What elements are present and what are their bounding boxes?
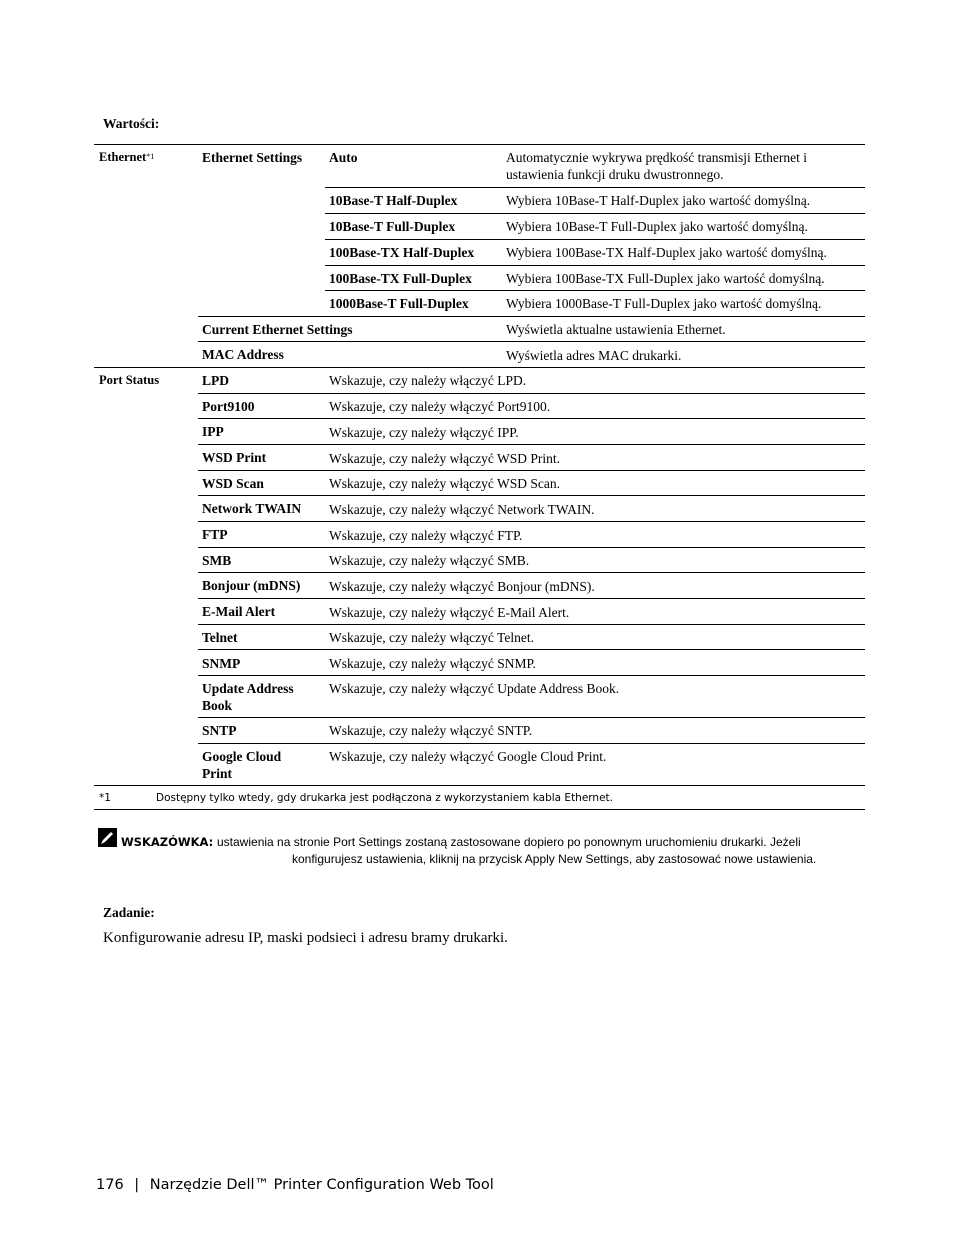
port-name: E-Mail Alert — [202, 604, 276, 619]
port-desc: Wskazuje, czy należy włączyć SNTP. — [329, 723, 533, 738]
note-label: WSKAZÓWKA: — [121, 835, 214, 849]
mac-address-label: MAC Address — [202, 347, 284, 362]
row-rule — [198, 547, 865, 548]
footnote-rule — [94, 785, 865, 786]
port-name: Google Cloud Print — [202, 749, 282, 781]
option-name: 100Base-TX Full-Duplex — [329, 271, 472, 286]
task-heading: Zadanie: — [103, 905, 155, 920]
row-rule — [198, 598, 865, 599]
table-bottom-rule — [94, 809, 865, 810]
port-desc: Wskazuje, czy należy włączyć Network TWAIN. — [329, 502, 595, 517]
row-rule — [325, 290, 865, 291]
option-name: 10Base-T Half-Duplex — [329, 193, 458, 208]
port-desc: Wskazuje, czy należy włączyć WSD Print. — [329, 451, 561, 466]
values-heading: Wartości: — [103, 116, 160, 131]
port-name: WSD Print — [202, 450, 267, 465]
note-text-line: ustawienia na stronie Port Settings zostaną zastosowane dopiero po ponownym uruchomieniu drukarki. Jeżeli — [217, 835, 801, 849]
port-desc: Wskazuje, czy należy włączyć SNMP. — [329, 656, 536, 671]
row-rule — [198, 341, 865, 342]
row-rule — [198, 743, 865, 744]
note-text-line: konfigurujesz ustawienia, kliknij na przycisk Apply New Settings, aby zastosować nowe ustawienia. — [292, 852, 817, 866]
port-desc: Wskazuje, czy należy włączyć WSD Scan. — [329, 476, 561, 491]
row-rule — [198, 495, 865, 496]
page-number: 176 — [96, 1177, 124, 1193]
option-desc: Automatycznie wykrywa prędkość transmisji Ethernet i ustawienia funkcji druku dwustronnego. — [506, 150, 808, 182]
footer-separator: | — [134, 1177, 140, 1193]
row-rule — [198, 418, 865, 419]
port-name: Port9100 — [202, 399, 255, 414]
page-footer — [96, 1177, 494, 1193]
option-desc: Wybiera 1000Base-T Full-Duplex jako wartość domyślną. — [506, 296, 822, 311]
port-name: SNTP — [202, 723, 237, 738]
port-desc: Wskazuje, czy należy włączyć Update Address Book. — [329, 681, 620, 696]
current-ethernet-settings-label: Current Ethernet Settings — [202, 322, 353, 337]
row-rule — [198, 624, 865, 625]
port-desc: Wskazuje, czy należy włączyć E-Mail Alert. — [329, 605, 570, 620]
port-desc: Wskazuje, czy należy włączyć SMB. — [329, 553, 530, 568]
section-rule — [94, 367, 865, 368]
port-name: FTP — [202, 527, 228, 542]
task-text: Konfigurowanie adresu IP, maski podsieci i adresu bramy drukarki. — [103, 930, 508, 946]
ethernet-footnote-mark: *1 — [146, 152, 155, 161]
port-desc: Wskazuje, czy należy włączyć FTP. — [329, 528, 523, 543]
footnote-text: Dostępny tylko wtedy, gdy drukarka jest podłączona z wykorzystaniem kabla Ethernet. — [156, 792, 614, 804]
ethernet-label — [99, 149, 154, 166]
row-rule — [325, 265, 865, 266]
row-rule — [198, 521, 865, 522]
row-rule — [198, 470, 865, 471]
row-rule — [198, 649, 865, 650]
option-desc: Wybiera 100Base-TX Half-Duplex jako wartość domyślną. — [506, 245, 827, 260]
ethernet-settings-label: Ethernet Settings — [202, 150, 303, 165]
port-name: Telnet — [202, 630, 238, 645]
option-name: 10Base-T Full-Duplex — [329, 219, 456, 234]
option-desc: Wybiera 100Base-TX Full-Duplex jako wartość domyślną. — [506, 271, 825, 286]
port-name: SMB — [202, 553, 232, 568]
port-desc: Wskazuje, czy należy włączyć Google Cloud Print. — [329, 749, 607, 764]
port-name: SNMP — [202, 656, 241, 671]
footnote-mark: *1 — [99, 792, 111, 804]
port-status-label: Port Status — [99, 373, 160, 387]
row-rule — [198, 444, 865, 445]
row-rule — [325, 239, 865, 240]
mac-address-desc: Wyświetla adres MAC drukarki. — [506, 348, 682, 363]
option-desc: Wybiera 10Base-T Half-Duplex jako wartość domyślną. — [506, 193, 811, 208]
option-name: 100Base-TX Half-Duplex — [329, 245, 475, 260]
row-rule — [198, 393, 865, 394]
port-name: Update Address Book — [202, 681, 294, 713]
port-desc: Wskazuje, czy należy włączyć Telnet. — [329, 630, 534, 645]
option-name: Auto — [329, 150, 358, 165]
port-name: Network TWAIN — [202, 501, 302, 516]
row-rule — [198, 316, 865, 317]
option-name: 1000Base-T Full-Duplex — [329, 296, 469, 311]
port-name: Bonjour (mDNS) — [202, 578, 301, 593]
port-desc: Wskazuje, czy należy włączyć Port9100. — [329, 399, 551, 414]
footer-title: Narzędzie Dell™ Printer Configuration Web Tool — [149, 1177, 494, 1193]
port-desc: Wskazuje, czy należy włączyć Bonjour (mDNS). — [329, 579, 595, 594]
port-name: WSD Scan — [202, 476, 264, 491]
row-rule — [198, 717, 865, 718]
ethernet-label-text: Ethernet — [99, 150, 147, 164]
row-rule — [198, 572, 865, 573]
row-rule — [325, 187, 865, 188]
port-desc: Wskazuje, czy należy włączyć LPD. — [329, 373, 527, 388]
current-ethernet-settings-desc: Wyświetla aktualne ustawienia Ethernet. — [506, 322, 726, 337]
port-name: IPP — [202, 424, 224, 439]
port-name: LPD — [202, 373, 229, 388]
port-desc: Wskazuje, czy należy włączyć IPP. — [329, 425, 519, 440]
table-top-rule — [94, 144, 865, 145]
pencil-note-icon — [98, 828, 117, 847]
option-desc: Wybiera 10Base-T Full-Duplex jako wartość domyślną. — [506, 219, 808, 234]
row-rule — [198, 675, 865, 676]
row-rule — [325, 213, 865, 214]
